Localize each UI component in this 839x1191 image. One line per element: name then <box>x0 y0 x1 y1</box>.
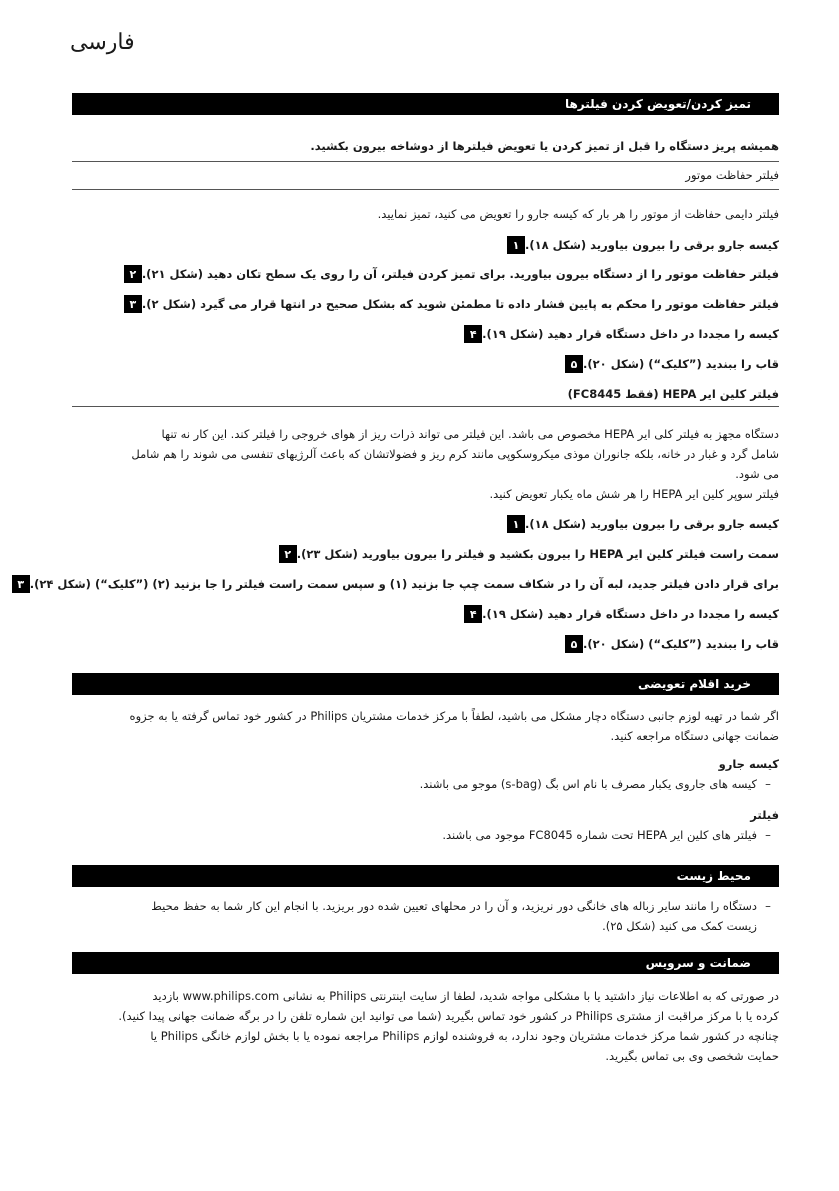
hepa-para-line-4: فیلتر سوپر کلین ایر HEPA را هر شش ماه یکبار تعویض کنید. <box>489 487 779 501</box>
warning-text: همیشه پریز دستگاه را قبل از تمیز کردن یا تعویض فیلترها از دوشاخه بیرون بکشید. <box>310 139 779 153</box>
language-title: فارسی <box>70 30 135 55</box>
accessories-intro-line-1: اگر شما در تهیه لوزم جانبی دستگاه دچار مشکل می باشید، لطفاً با مرکز خدمات مشتریان Philips در کشور خود تماس گرفته یا به جزوه <box>129 709 779 723</box>
guarantee-line-1: در صورتی که به اطلاعات نیاز داشتید یا با مشکلی مواجه شدید، لطفا از سایت اینترنتی Philips به نشانی www.philips.com بازدید <box>152 989 779 1003</box>
bag-item <box>60 774 779 794</box>
section-heading-clean-filters: تمیز کردن/تعویض کردن فیلترها <box>72 93 779 115</box>
hepa-para-line-1: دستگاه مجهز به فیلتر کلی ایر HEPA مخصوص می باشد. این فیلتر می تواند ذرات ریز از هوای خروجی را فیلتر کند. این کار نه تنها <box>161 427 779 441</box>
motor-step-2 <box>116 265 779 283</box>
step-number: ۴ <box>464 605 482 623</box>
hepa-para-line-3: می شود. <box>735 467 779 481</box>
step-number: ۲ <box>124 265 142 283</box>
step-text: فیلتر حفاظت موتور را محکم به پایین فشار داده تا مطمئن شوید که بشکل صحیح در انتها قرار می گیرد (شکل ۲). <box>141 297 779 311</box>
guarantee-line-3: چنانچه در کشور شما مرکز خدمات مشتریان وجود ندارد، به فروشنده لوازم Philips مراجعه نموده یا با بخش لوازم خانگی Philips یا <box>150 1029 779 1043</box>
motor-step-3 <box>116 295 779 313</box>
step-text: قاب را ببندید (”کلیک“) (شکل ۲۰). <box>583 357 779 371</box>
dash-bullet: – <box>765 828 771 842</box>
guarantee-line-2: کرده یا با مرکز مراقبت از مشتری Philips در کشور خود تماس بگیرید (شما می توانید این شماره تلفن را در برگه ضمانت جهانی پیدا کنید). <box>118 1009 779 1023</box>
step-number: ۵ <box>565 355 583 373</box>
environment-line-1: دستگاه را مانند سایر زباله های خانگی دور نریزید، و آن را در محلهای تعیین شده دور بریزید. با انجام این کار شما به حفظ محیط <box>151 899 757 913</box>
step-text: قاب را ببندید (”کلیک“) (شکل ۲۰). <box>583 637 779 651</box>
filter-item <box>60 825 779 845</box>
motor-step-5 <box>557 355 779 373</box>
step-text: کیسه جارو برقی را بیرون بیاورید (شکل ۱۸). <box>524 517 779 531</box>
hepa-step-4 <box>456 605 779 623</box>
step-number: ۱ <box>507 515 525 533</box>
filter-item-text: فیلتر های کلین ایر HEPA تحت شماره FC8045 موجود می باشند. <box>442 828 757 842</box>
step-text: برای قرار دادن فیلتر جدید، لبه آن را در شکاف سمت چپ جا بزنید (۱) و سپس سمت راست فیلتر را جا بزنید (۲) (”کلیک“) (شکل ۲۴). <box>29 577 779 591</box>
hepa-step-3 <box>4 575 779 593</box>
step-number: ۲ <box>279 545 297 563</box>
environment-line-2: زیست کمک می کنید (شکل ۲۵). <box>602 919 757 933</box>
accessories-intro-line-2: ضمانت جهانی دستگاه مراجعه کنید. <box>610 729 779 743</box>
hepa-step-1 <box>499 515 779 533</box>
step-number: ۳ <box>124 295 142 313</box>
step-text: سمت راست فیلتر کلین ایر HEPA را بیرون بکشید و فیلتر را بیرون بیاورید (شکل ۲۳). <box>296 547 779 561</box>
motor-step-4 <box>456 325 779 343</box>
step-text: کیسه را مجددا در داخل دستگاه قرار دهید (شکل ۱۹). <box>482 607 779 621</box>
step-text: کیسه را مجددا در داخل دستگاه قرار دهید (شکل ۱۹). <box>482 327 779 341</box>
dash-bullet: – <box>765 777 771 791</box>
hepa-step-5 <box>557 635 779 653</box>
step-number: ۵ <box>565 635 583 653</box>
section-heading-accessories: خرید اقلام تعویضی <box>72 673 779 695</box>
section-heading-environment: محیط زیست <box>72 865 779 887</box>
step-number: ۴ <box>464 325 482 343</box>
divider <box>72 406 779 407</box>
filter-heading: فیلتر <box>750 808 779 822</box>
subheading-hepa-filter: فیلتر کلین ایر HEPA (فقط FC8445) <box>567 387 779 401</box>
motor-step-1 <box>499 236 779 254</box>
section-heading-guarantee: ضمانت و سرویس <box>72 952 779 974</box>
divider <box>72 189 779 190</box>
hepa-step-2 <box>271 545 779 563</box>
dash-bullet: – <box>765 899 771 913</box>
step-text: فیلتر حفاظت موتور را از دستگاه بیرون بیاورید. برای تمیز کردن فیلتر، آن را روی یک سطح تکان دهید (شکل ۲۱). <box>141 267 779 281</box>
subheading-motor-filter: فیلتر حفاظت موتور <box>685 168 779 182</box>
bag-item-text: کیسه های جاروی یکبار مصرف با نام اس بگ (s-bag) موجو می باشند. <box>419 777 757 791</box>
step-number: ۱ <box>507 236 525 254</box>
bag-heading: کیسه جارو <box>718 757 779 771</box>
step-text: کیسه جارو برقی را بیرون بیاورید (شکل ۱۸). <box>524 238 779 252</box>
guarantee-line-4: حمایت شخصی وی بی تماس بگیرید. <box>605 1049 779 1063</box>
step-number: ۳ <box>12 575 30 593</box>
environment-item <box>60 896 779 916</box>
divider <box>72 161 779 162</box>
motor-filter-intro: فیلتر دایمی حفاظت از موتور را هر بار که کیسه جارو را تعویض می کنید، تمیز نمایید. <box>377 207 779 221</box>
hepa-para-line-2: شامل گرد و غبار در خانه، بلکه جانوران موذی میکروسکوپی مانند کرم ریز و فضولاتشان که باعث آلرژیهای تنفسی می شوند را هم شامل <box>131 447 779 461</box>
